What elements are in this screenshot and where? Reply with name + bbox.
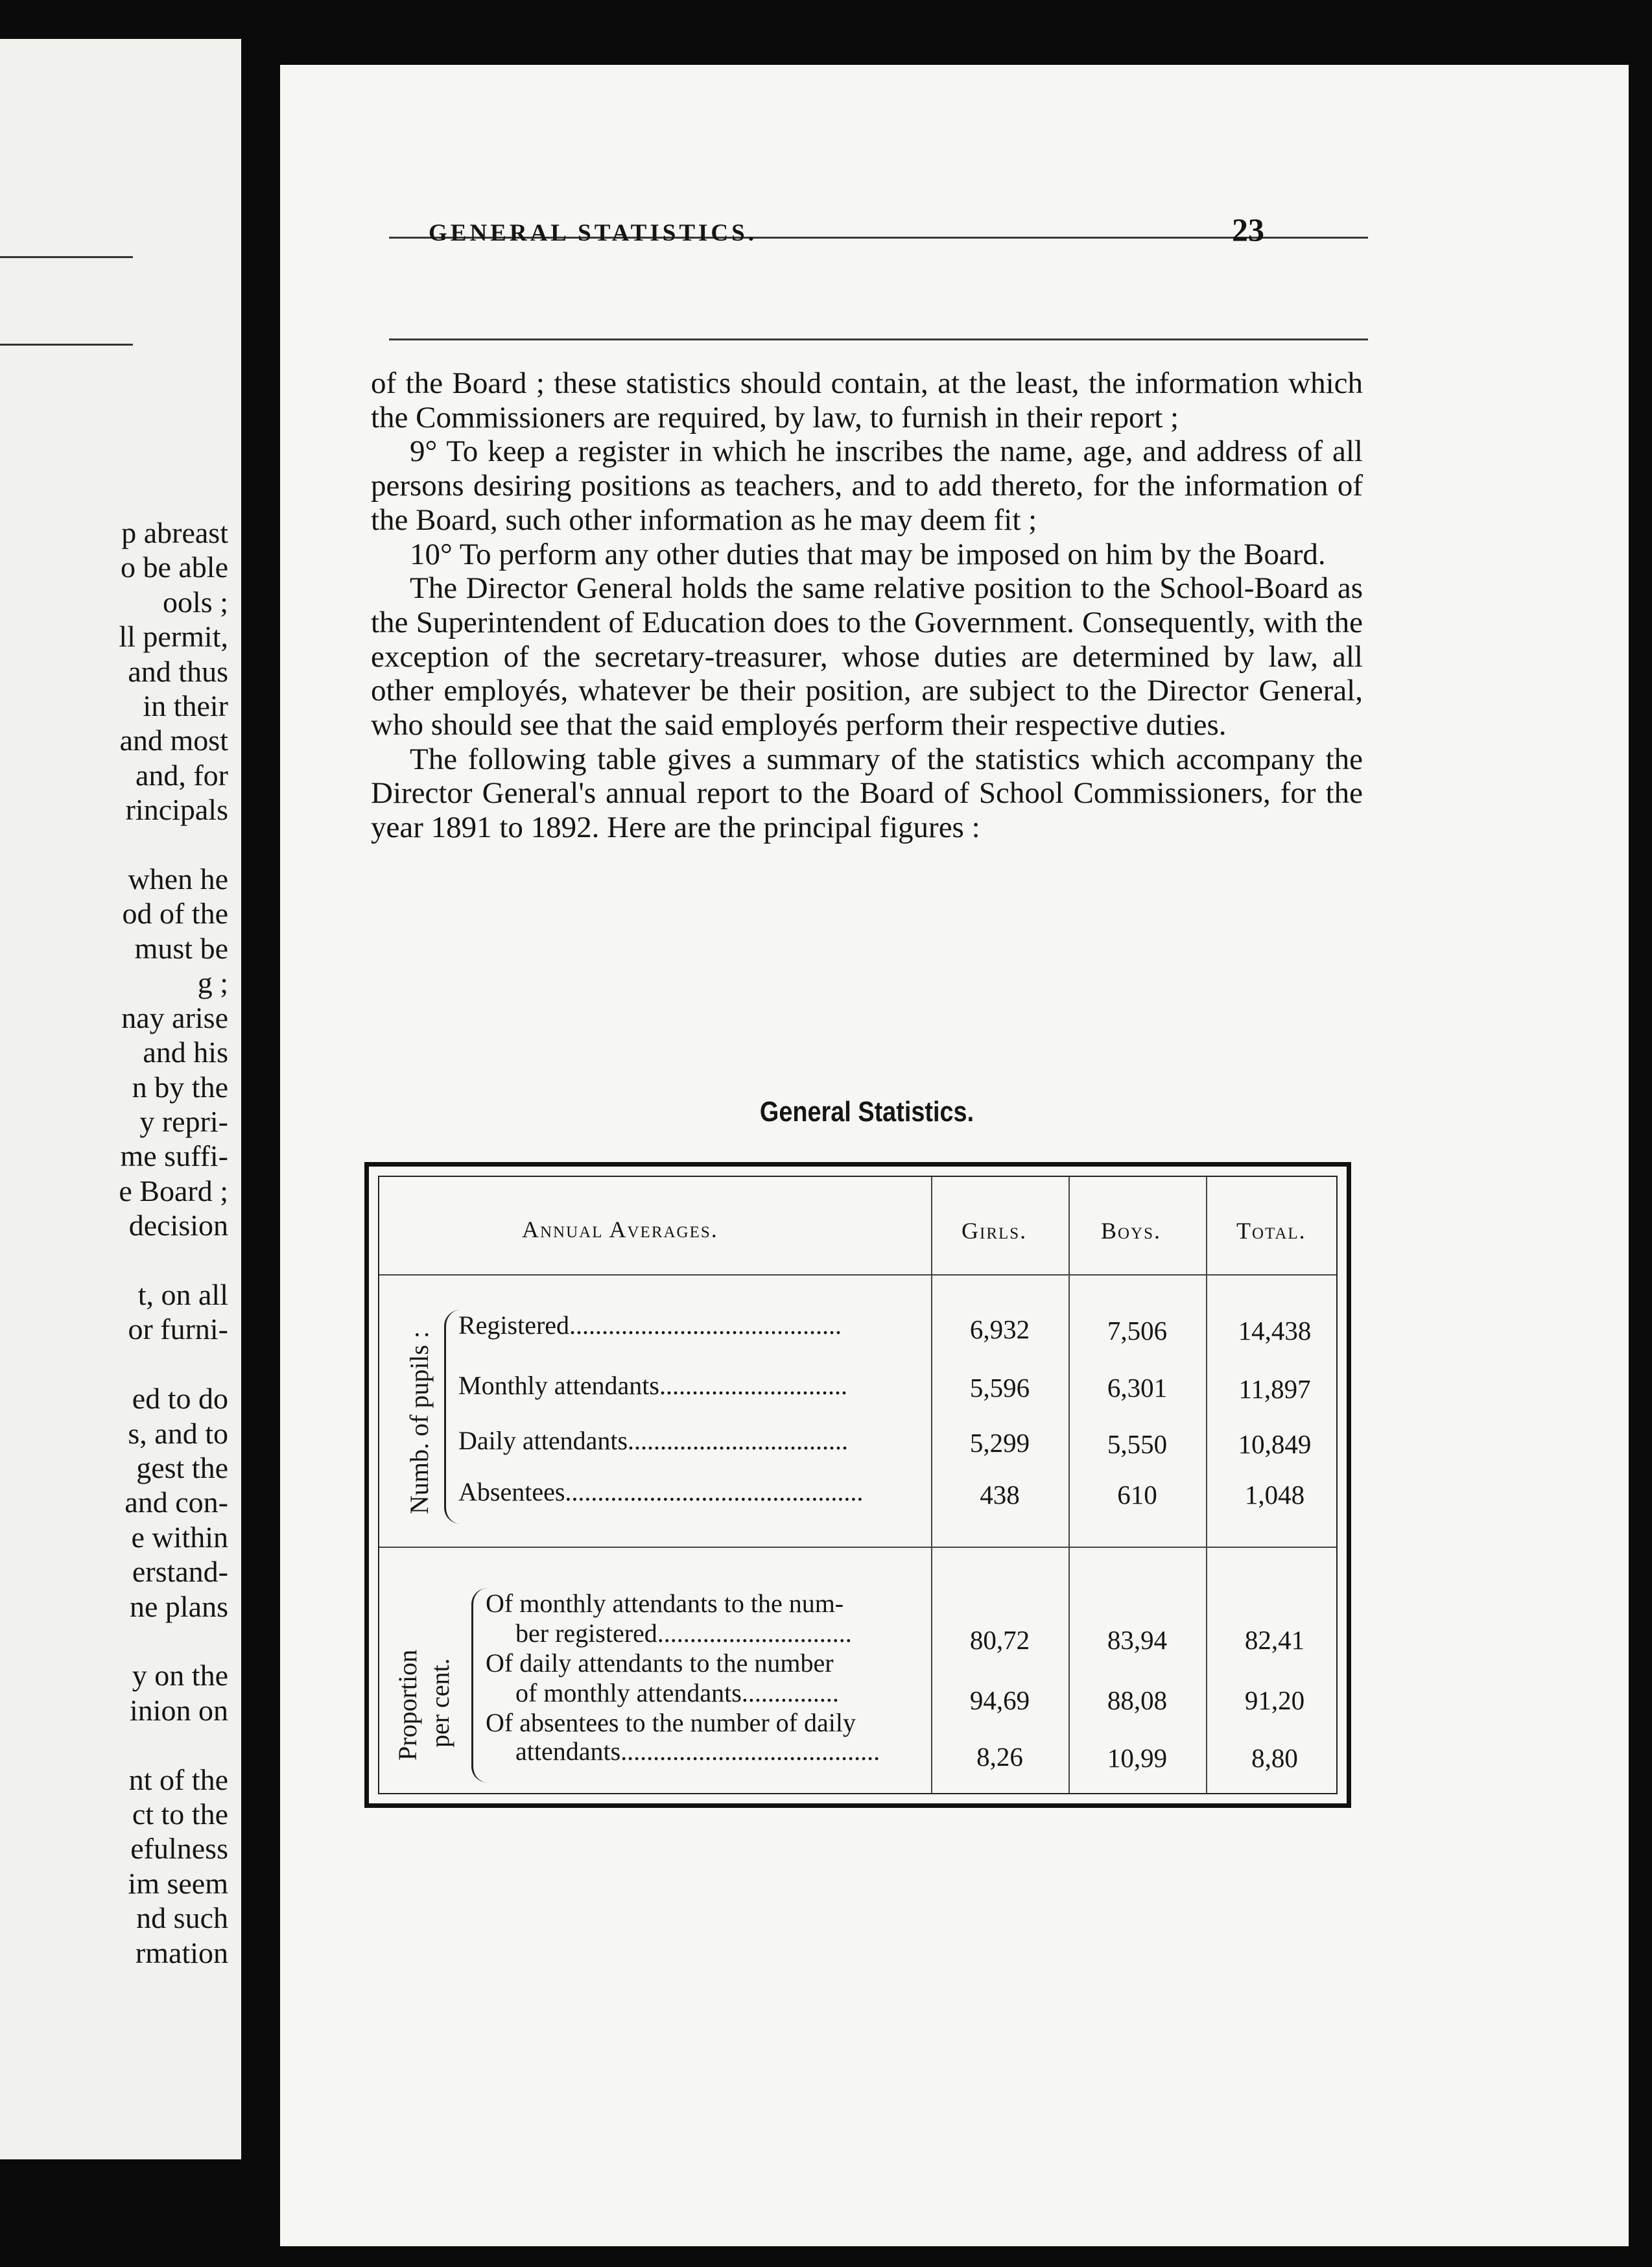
previous-page-line: and, for	[135, 758, 228, 792]
header-boys: Boys.	[1101, 1218, 1162, 1244]
row-label-monthly-to-registered-line2: ber registered..............................	[515, 1619, 852, 1648]
group-label-pupils: Numb. of pupils :	[405, 1331, 434, 1514]
row-label-daily-to-monthly-line2: of monthly attendants...............	[515, 1678, 839, 1707]
previous-page-line: inion on	[129, 1693, 228, 1727]
statistics-table-inner	[378, 1176, 1338, 1794]
previous-page-line: decision	[128, 1209, 228, 1242]
running-title: GENERAL STATISTICS.	[429, 220, 757, 246]
previous-page-line: p abreast	[121, 516, 228, 549]
previous-page-line: when he	[128, 862, 228, 896]
row-label-absentees-to-daily-line1: Of absentees to the number of daily	[486, 1708, 856, 1737]
cell-absentees-pct-total: 8,80	[1251, 1743, 1298, 1773]
previous-page-line: me suffi-	[120, 1139, 228, 1173]
previous-page-line	[0, 1243, 241, 1277]
cell-monthly-pct-girls: 80,72	[969, 1625, 1030, 1655]
row-label-daily-to-monthly-line1: Of daily attendants to the number	[486, 1648, 834, 1678]
previous-page-line: and thus	[128, 654, 228, 688]
previous-page-line	[0, 827, 241, 862]
previous-page-line: must be	[134, 931, 228, 965]
previous-page-line	[0, 1347, 241, 1381]
previous-page-line: and his	[143, 1036, 228, 1069]
previous-page-line: ne plans	[129, 1589, 228, 1623]
cell-absentees-girls: 438	[980, 1480, 1020, 1510]
row-label-absentees: Absentees..............................................	[458, 1477, 864, 1506]
row-label-registered: Registered..........................................	[458, 1311, 842, 1340]
table-title: General Statistics.	[759, 1096, 974, 1128]
cell-daily-pct-boys: 88,08	[1107, 1685, 1168, 1715]
previous-page-line: rincipals	[125, 793, 228, 827]
row-label-monthly-to-registered-line1: Of monthly attendants to the num-	[486, 1589, 844, 1618]
previous-page-text	[0, 516, 241, 1970]
paragraph-table-intro: The following table gives a summary of the statistics which accompany the Director General's annual report to the Board of School Commissioners, for the year 1891 to 1892. Here are the principal figures :	[371, 742, 1363, 845]
statistics-table	[364, 1162, 1351, 1808]
running-head	[428, 211, 1264, 248]
cell-daily-pct-total: 91,20	[1244, 1685, 1305, 1715]
cell-monthly-pct-total: 82,41	[1244, 1625, 1305, 1655]
previous-page-line: ll permit,	[119, 620, 228, 654]
previous-page-line: e Board ;	[119, 1174, 228, 1207]
previous-page-line	[0, 1727, 241, 1762]
page-number: 23	[1232, 211, 1264, 248]
previous-page-line: gest the	[136, 1451, 228, 1484]
header-total: Total.	[1236, 1218, 1306, 1244]
cell-daily-pct-girls: 94,69	[969, 1685, 1030, 1715]
body-text	[371, 366, 1363, 845]
list-item-other-duties: 10° To perform any other duties that may be imposed on him by the Board.	[410, 537, 1326, 571]
left-header-rule-top	[0, 256, 133, 258]
cell-registered-boys: 7,506	[1107, 1316, 1168, 1346]
row-label-absentees-to-daily-line2: attendants........................................	[515, 1737, 880, 1766]
previous-page-line: efulness	[130, 1832, 228, 1866]
group-divider	[379, 1547, 1336, 1548]
previous-page-line: e within	[131, 1520, 228, 1554]
paragraph-board-statistics: of the Board ; these statistics should contain, at the least, the information which the Commissioners are required, by law, to furnish in their report ;	[371, 366, 1363, 434]
row-label-daily-attendants: Daily attendants..................................	[458, 1426, 849, 1455]
previous-page-line: t, on all	[137, 1277, 228, 1311]
cell-monthly-total: 11,897	[1238, 1374, 1311, 1404]
cell-registered-total: 14,438	[1238, 1316, 1312, 1346]
cell-monthly-girls: 5,596	[969, 1373, 1030, 1403]
header-rule-bottom	[389, 338, 1368, 340]
previous-page-line: nt of the	[128, 1763, 228, 1796]
previous-page-line: od of the	[122, 897, 228, 931]
previous-page-line: y repri-	[139, 1104, 228, 1138]
group-label-per-cent: per cent.	[425, 1658, 454, 1748]
left-header-rule-bottom	[0, 344, 133, 346]
cell-monthly-boys: 6,301	[1107, 1373, 1168, 1403]
group-label-proportion: Proportion	[393, 1649, 422, 1761]
previous-page-line: n by the	[132, 1070, 228, 1104]
previous-page-line: and con-	[124, 1486, 228, 1519]
cell-registered-girls: 6,932	[969, 1314, 1030, 1344]
previous-page-fragment	[0, 39, 241, 2159]
previous-page-line: or furni-	[128, 1312, 228, 1346]
previous-page-line: ools ;	[163, 585, 228, 619]
cell-absentees-boys: 610	[1117, 1480, 1157, 1510]
previous-page-line: ed to do	[132, 1382, 228, 1416]
cell-absentees-pct-boys: 10,99	[1107, 1743, 1168, 1773]
previous-page-line: y on the	[132, 1659, 228, 1692]
previous-page-line: im seem	[128, 1866, 228, 1900]
paragraph-director-general: The Director General holds the same relative position to the School-Board as the Superintendent of Education does to the Government. Consequently, with the exception of the secretary-treasurer, whose duties are determined by law, all other employés, whatever be their position, are subject to the Director General, who should see that the said employés perform their respective duties.	[371, 571, 1363, 742]
cell-daily-girls: 5,299	[969, 1428, 1030, 1458]
header-divider	[379, 1274, 1336, 1276]
previous-page-line	[0, 1624, 241, 1658]
previous-page-line: s, and to	[128, 1416, 228, 1450]
cell-absentees-pct-girls: 8,26	[976, 1742, 1023, 1772]
previous-page-line: g ;	[197, 966, 228, 1000]
previous-page-line: erstand-	[132, 1555, 228, 1589]
header-annual-averages: Annual Averages.	[522, 1217, 718, 1242]
cell-daily-total: 10,849	[1238, 1429, 1312, 1459]
previous-page-line: ct to the	[132, 1798, 228, 1831]
previous-page-line: and most	[119, 724, 228, 757]
cell-monthly-pct-boys: 83,94	[1107, 1625, 1168, 1655]
previous-page-line: in their	[143, 689, 228, 723]
previous-page-line: rmation	[135, 1936, 228, 1969]
header-girls: Girls.	[962, 1218, 1028, 1244]
list-item-register: 9° To keep a register in which he inscribes the name, age, and address of all persons desiring positions as teachers, and to add thereto, for the information of the Board, such other information as he may deem fit ;	[371, 434, 1363, 537]
previous-page-line: o be able	[120, 551, 228, 584]
row-label-monthly-attendants: Monthly attendants.............................	[458, 1371, 847, 1400]
previous-page-line: nd such	[136, 1901, 228, 1935]
previous-page-line: nay arise	[121, 1001, 228, 1034]
cell-daily-boys: 5,550	[1107, 1429, 1168, 1459]
cell-absentees-total: 1,048	[1244, 1480, 1305, 1510]
